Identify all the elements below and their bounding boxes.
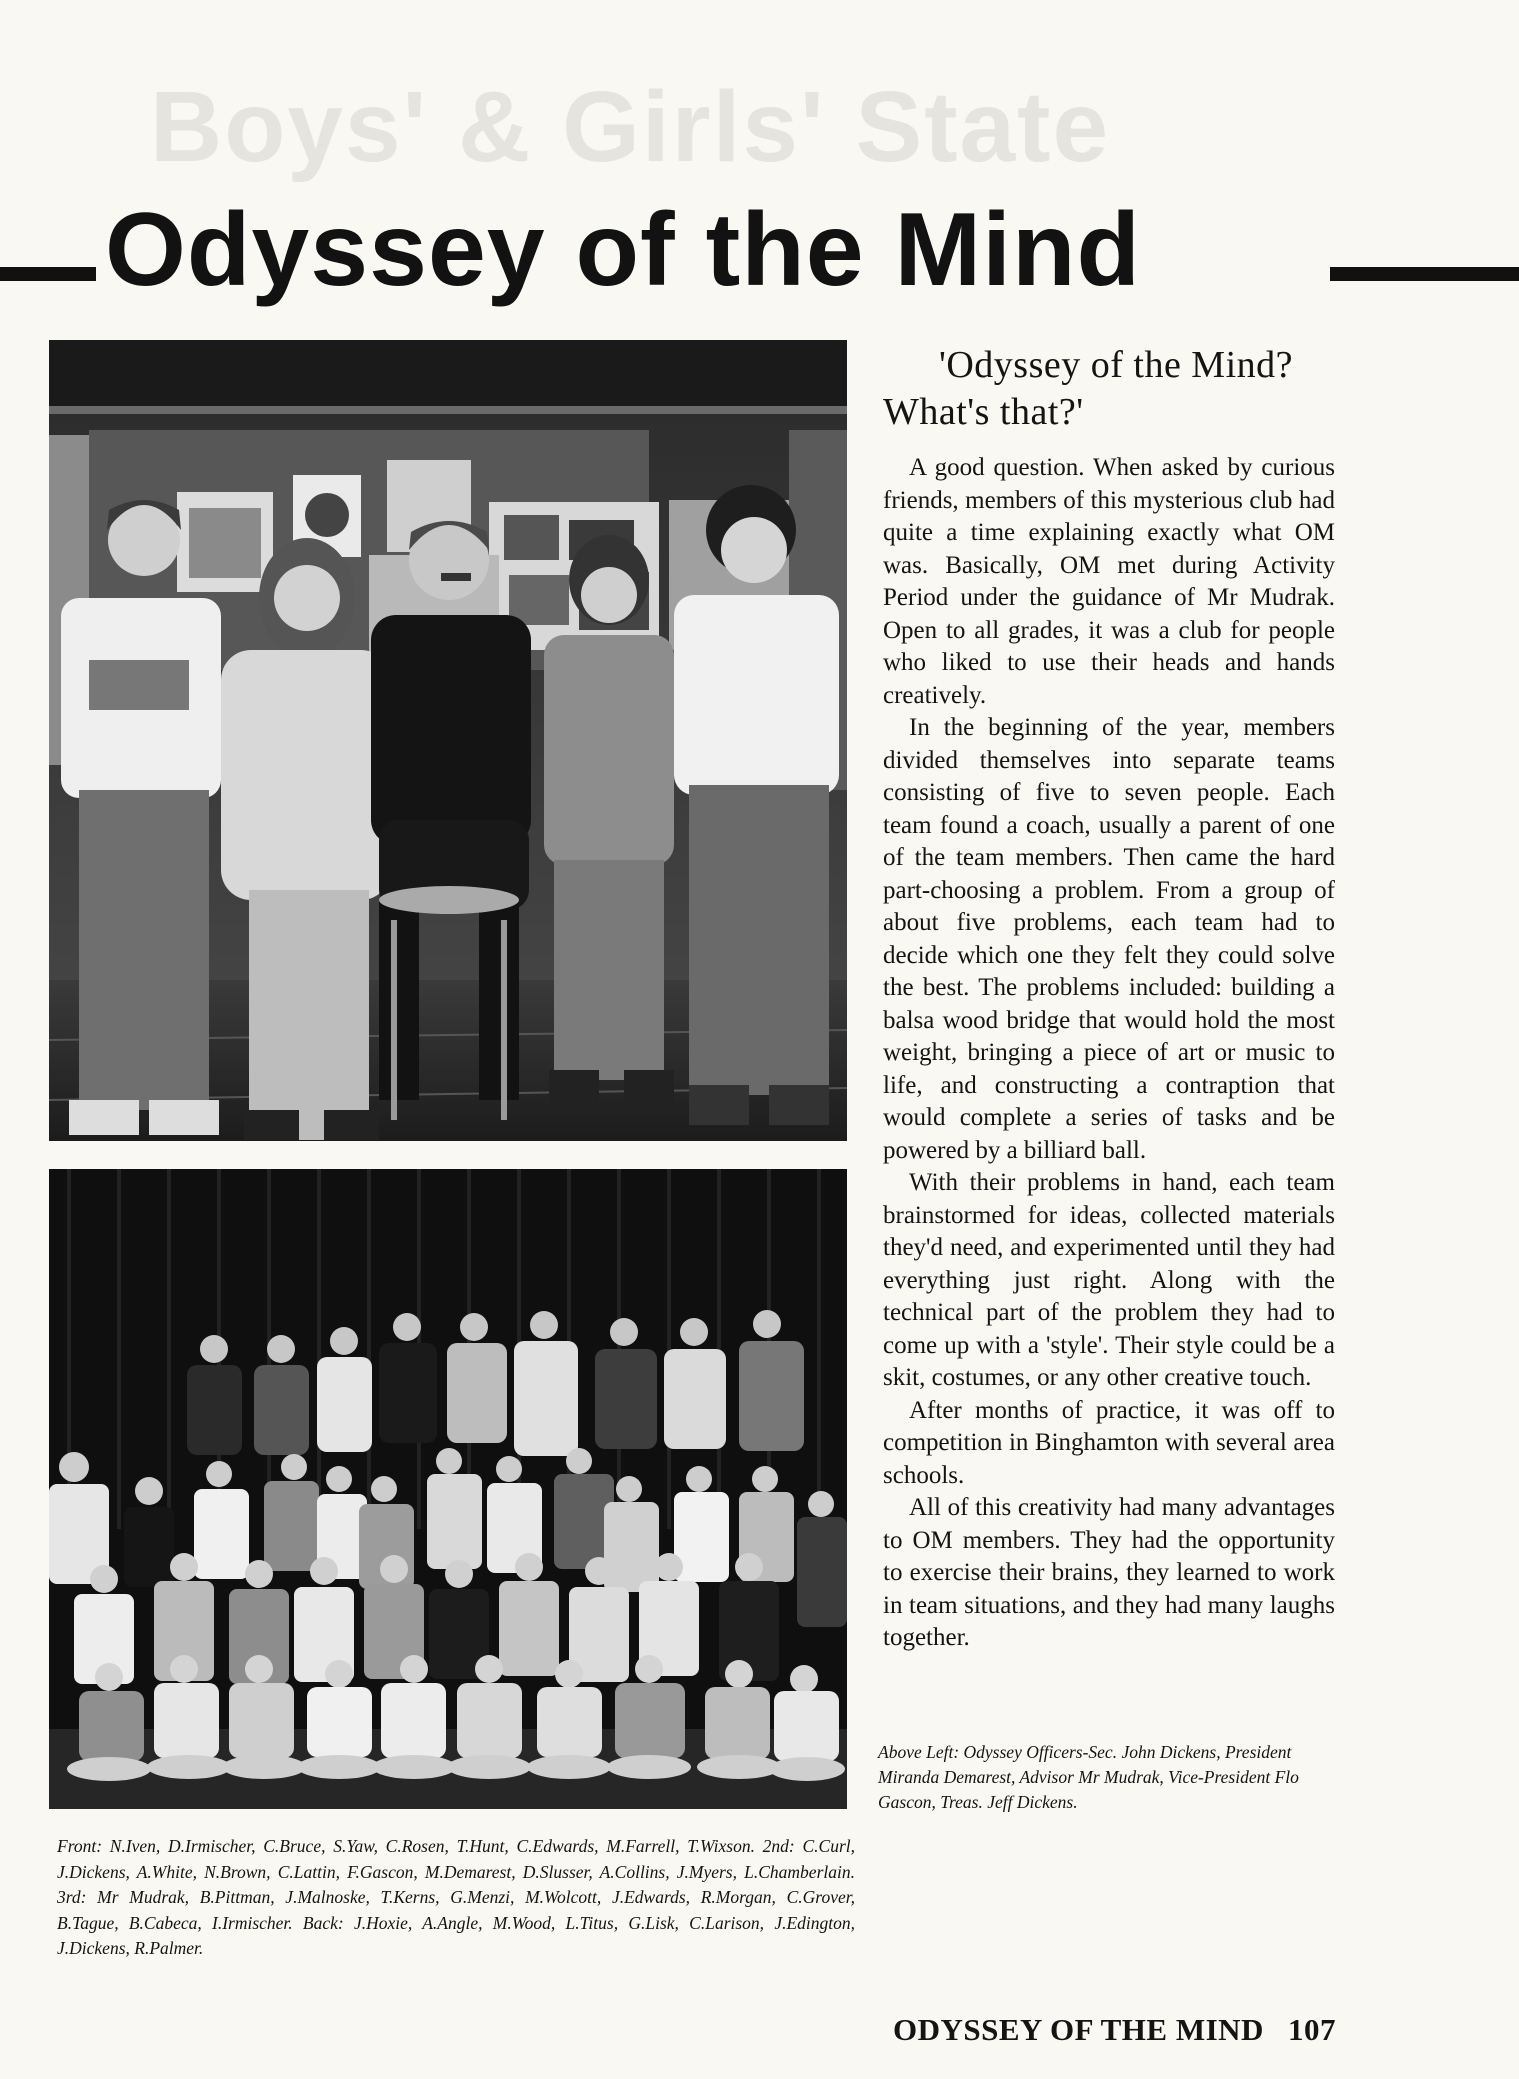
title-rule-left xyxy=(0,267,96,281)
officers-photo xyxy=(49,340,847,1141)
body-paragraph: All of this creativity had many advantages to OM members. They had the opportunity to exercise their brains, they learned to work in team situations, and they had many laughs together. xyxy=(883,1494,1335,1651)
body-paragraph: After months of practice, it was off to competition in Binghamton with several area schools. xyxy=(883,1396,1335,1489)
subhead-line-1: 'Odyssey of the Mind? xyxy=(939,344,1294,386)
officers-caption: Above Left: Odyssey Officers-Sec. John Dickens, President Miranda Demarest, Advisor Mr Mudrak, Vice-President Flo Gascon, Treas. Jeff Dickens. xyxy=(878,1742,1299,1812)
group-photo xyxy=(49,1169,847,1809)
body-paragraph: In the beginning of the year, members divided themselves into separate teams consisting of five to seven people. Each team found a coach, usually a parent of one of the team members. Then came the hard part-choosing a problem. From a group of about five problems, each team had to decide which one they felt they could solve the best. The problems included: building a balsa wood bridge that would hold the most weight, bringing a piece of art or music to life, and constructing a contraption that would complete a series of tasks and be powered by a billiard ball. xyxy=(883,714,1335,1164)
page-footer xyxy=(893,2012,1336,2048)
title-rule-right xyxy=(1330,267,1519,281)
body-paragraph: A good question. When asked by curious friends, members of this mysterious club had quite a time explaining exactly what OM was. Basically, OM met during Activity Period under the guidance of Mr Mudrak. Open to all grades, it was a club for people who liked to use their heads and hands creatively. xyxy=(883,454,1335,709)
group-caption: Front: N.Iven, D.Irmischer, C.Bruce, S.Yaw, C.Rosen, T.Hunt, C.Edwards, M.Farrell, T.Wixson. 2nd: C.Curl, J.Dickens, A.White, N.Brown, C.Lattin, F.Gascon, M.Demarest, D.Slusser, A.Collins, J.Myers, L.Chamberlain. 3rd: Mr Mudrak, B.Pittman, J.Malnoske, T.Kerns, G.Menzi, M.Wolcott, J.Edwards, R.Morgan, C.Grover, B.Tague, B.Cabeca, I.Irmischer. Back: J.Hoxie, A.Angle, M.Wood, L.Titus, G.Lisk, C.Larison, J.Edington, J.Dickens, R.Palmer. xyxy=(57,1836,855,1958)
subhead-line-2: What's that?' xyxy=(883,391,1084,433)
page-number: 107 xyxy=(1287,2012,1336,2047)
body-paragraph: With their problems in hand, each team brainstormed for ideas, collected materials they'd need, and experimented until they had everything just right. Along with the technical part of the problem they had to come up with a 'style'. Their style could be a skit, costumes, or any other creative touch. xyxy=(883,1169,1335,1391)
ghost-show-through-text: Boys' & Girls' State xyxy=(150,71,1111,183)
article-subhead xyxy=(883,342,1343,436)
article-body xyxy=(883,452,1335,1655)
page-title: Odyssey of the Mind xyxy=(105,192,1142,308)
footer-section-name: ODYSSEY OF THE MIND xyxy=(893,2012,1264,2047)
